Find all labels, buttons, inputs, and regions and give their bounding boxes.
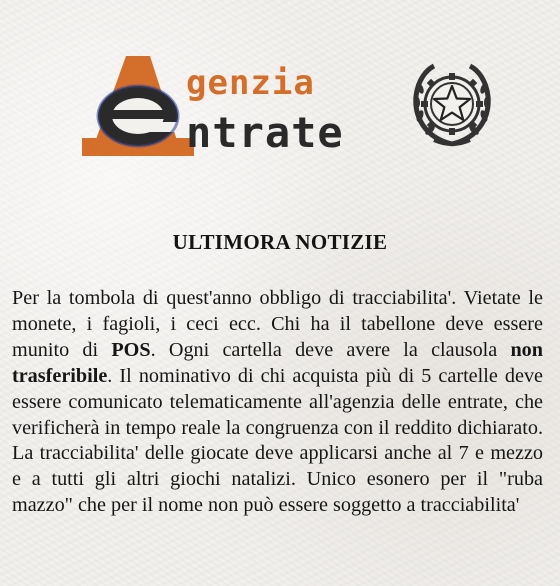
document-body: [12, 286, 543, 519]
page-header: [0, 0, 560, 200]
page-title: ULTIMORA NOTIZIE: [172, 230, 388, 254]
body-text-segment: . Ogni cartella deve avere la clausola: [150, 338, 511, 361]
logo-word-genzia: genzia: [186, 63, 315, 103]
logo-word-ntrate: ntrate: [186, 108, 344, 157]
agenzia-entrate-logo: [78, 52, 408, 162]
body-text-segment: . Il nominativo di chi acquista più di 5 cartelle deve essere comunicato telematicamente all'agenzia delle entrate, che verificherà in tempo reale la congruenza con il reddito dichiarato. La tracciabilita' delle giocate deve applicarsi anche al 7 e mezzo e a tutti gli altri giochi natalizi. Unico esonero per il "ruba mazzo" che per il nome non può essere soggetto a tracciabilita': [12, 364, 543, 517]
italian-republic-emblem-icon: [408, 58, 496, 150]
body-text-non-trasferibile: non trasferibile: [12, 338, 544, 387]
body-text-pos: POS: [111, 338, 151, 361]
body-text-segment: Per la tombola di quest'anno obbligo di tracciabilita'. Vietate le monete, i fagioli, i ceci ecc. Chi ha il tabellone deve essere munito di: [12, 287, 543, 361]
